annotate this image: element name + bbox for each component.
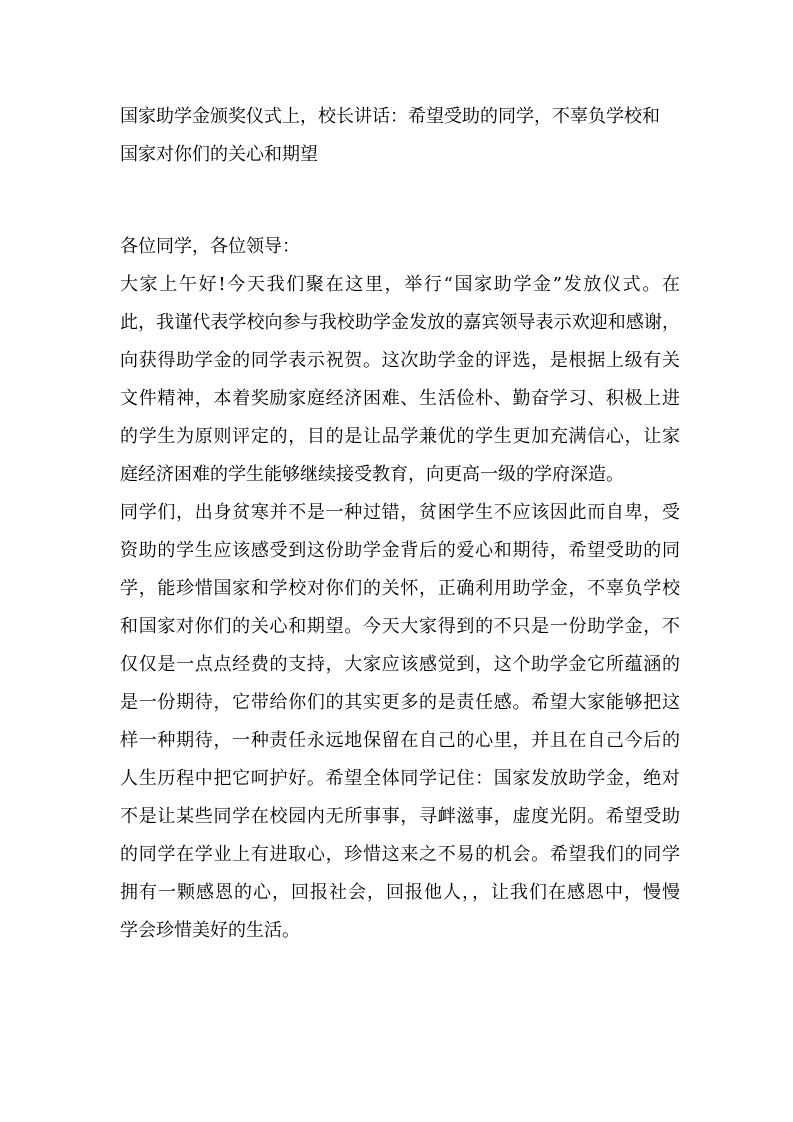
paragraph-line: 和国家对你们的关心和期望。今天大家得到的不只是一份助学金，不: [120, 616, 680, 637]
paragraph-line: 是一份期待，它带给你们的其实更多的是责任感。希望大家能够把这: [120, 692, 680, 713]
greeting-text: 各位同学，各位领导：: [120, 236, 300, 257]
paragraph-line: 仅仅是一点点经费的支持，大家应该感觉到，这个助学金它所蕴涵的: [120, 654, 680, 675]
paragraph-line: 此，我谨代表学校向参与我校助学金发放的嘉宾领导表示欢迎和感谢，: [120, 312, 680, 333]
paragraph-1: [120, 266, 680, 494]
paragraph-line: 文件精神，本着奖励家庭经济困难、生活俭朴、勤奋学习、积极上进: [120, 388, 680, 409]
paragraph-line: 学会珍惜美好的生活。: [120, 920, 300, 941]
paragraph-line: 大家上午好!今天我们聚在这里，举行“国家助学金”发放仪式。在: [120, 274, 680, 295]
document-title-line: 国家对你们的关心和期望: [120, 144, 318, 165]
paragraph-line: 拥有一颗感恩的心，回报社会，回报他人，，让我们在感恩中，慢慢: [120, 882, 680, 903]
paragraph-line: 的同学在学业上有进取心，珍惜这来之不易的机会。希望我们的同学: [120, 844, 680, 865]
paragraph-2: [120, 494, 680, 950]
paragraph-line: 向获得助学金的同学表示祝贺。这次助学金的评选，是根据上级有关: [120, 350, 680, 371]
paragraph-line: 样一种期待，一种责任永远地保留在自己的心里，并且在自己今后的: [120, 730, 680, 751]
document-body: [120, 98, 680, 950]
paragraph-line: 人生历程中把它呵护好。希望全体同学记住：国家发放助学金，绝对: [120, 768, 680, 789]
paragraph-line: 同学们，出身贫寒并不是一种过错，贫困学生不应该因此而自卑，受: [120, 502, 680, 523]
document-title-line: 国家助学金颁奖仪式上，校长讲话：希望受助的同学，不辜负学校和: [120, 106, 660, 127]
spacer: [120, 174, 680, 228]
paragraph-line: 学，能珍惜国家和学校对你们的关怀，正确利用助学金，不辜负学校: [120, 578, 680, 599]
paragraph-line: 庭经济困难的学生能够继续接受教育，向更高一级的学府深造。: [120, 464, 624, 485]
paragraph-line: 不是让某些同学在校园内无所事事，寻衅滋事，虚度光阴。希望受助: [120, 806, 680, 827]
paragraph-line: 资助的学生应该感受到这份助学金背后的爱心和期待，希望受助的同: [120, 540, 680, 561]
paragraph-line: 的学生为原则评定的，目的是让品学兼优的学生更加充满信心，让家: [120, 426, 680, 447]
